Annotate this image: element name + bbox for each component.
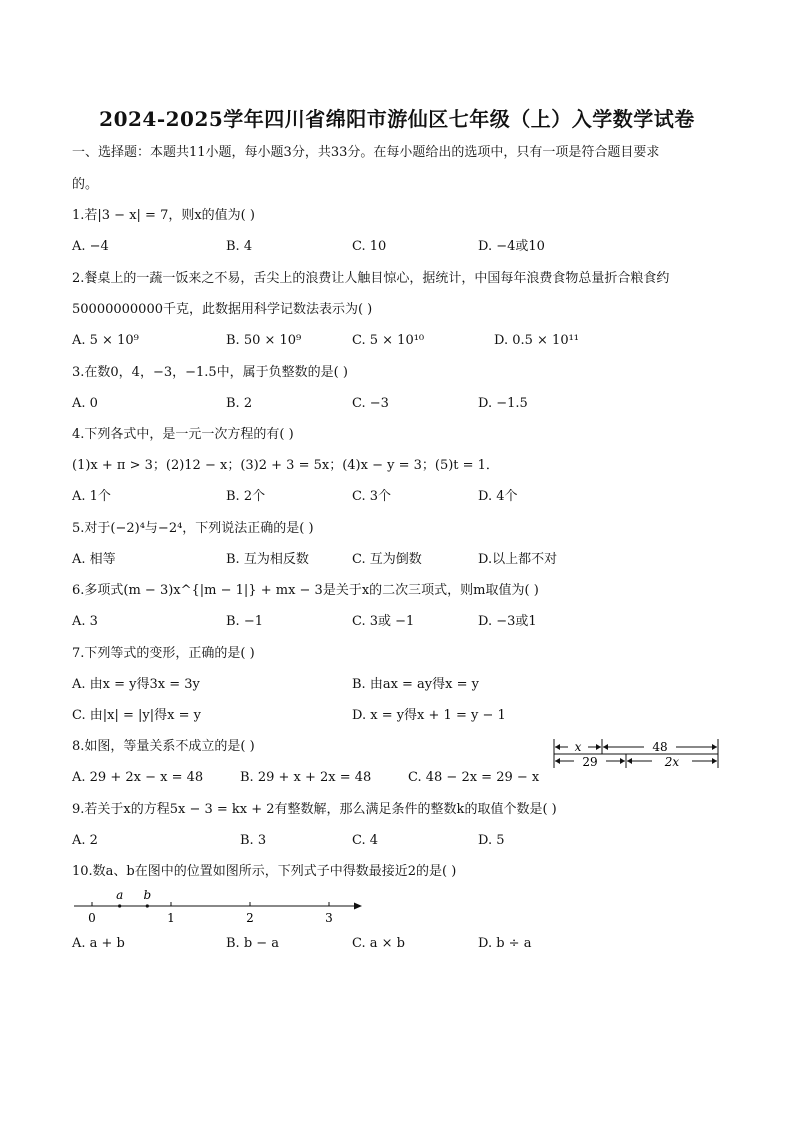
option-a[interactable]: A. 29 + 2x − x = 48 xyxy=(72,770,204,785)
option-b[interactable]: B. 3 xyxy=(240,833,267,848)
question-5-stem: 5.对于(−2)⁴与−2⁴，下列说法正确的是( ) xyxy=(72,521,314,536)
question-7-options-row1 xyxy=(72,676,732,694)
tick-label-2: 2 xyxy=(246,911,254,925)
option-c[interactable]: C. 互为倒数 xyxy=(352,552,422,567)
option-d[interactable]: D. −4或10 xyxy=(478,239,545,254)
option-d[interactable]: D. −1.5 xyxy=(478,396,528,411)
diagram-label-2x: 2x xyxy=(664,755,680,769)
option-a[interactable]: A. 5 × 10⁹ xyxy=(72,333,139,348)
question-4-stem: 4.下列各式中，是一元一次方程的有( ) xyxy=(72,427,294,442)
option-c[interactable]: C. 4 xyxy=(352,833,379,848)
point-b xyxy=(146,904,149,907)
question-2-stem-line1: 2.餐桌上的一蔬一饭来之不易，舌尖上的浪费让人触目惊心，据统计，中国每年浪费食物总量折合粮食约 xyxy=(72,271,670,286)
question-8-stem: 8.如图，等量关系不成立的是( ) xyxy=(72,739,255,754)
question-10-stem: 10.数a、b在图中的位置如图所示，下列式子中得数最接近2的是( ) xyxy=(72,864,457,879)
option-b[interactable]: B. 29 + x + 2x = 48 xyxy=(240,770,372,785)
option-d[interactable]: D. 5 xyxy=(478,833,505,848)
option-b[interactable]: B. 2个 xyxy=(226,489,266,504)
option-a[interactable]: A. a + b xyxy=(72,936,125,951)
question-6-stem: 6.多项式(m − 3)x^{|m − 1|} + mx − 3是关于x的二次三项式，则m取值为( ) xyxy=(72,583,539,598)
question-5-options xyxy=(72,551,732,569)
section-intro-line2: 的。 xyxy=(72,177,99,192)
question-3-options xyxy=(72,395,732,413)
option-b[interactable]: B. 由ax = ay得x = y xyxy=(352,677,479,692)
point-label-b: b xyxy=(143,888,152,902)
option-b[interactable]: B. −1 xyxy=(226,614,263,629)
option-c[interactable]: C. 48 − 2x = 29 − x xyxy=(408,770,540,785)
point-label-a: a xyxy=(116,888,124,902)
diagram-label-48: 48 xyxy=(652,740,668,754)
question-7-options-row2 xyxy=(72,707,732,725)
question-10-options xyxy=(72,935,732,953)
option-a[interactable]: A. 2 xyxy=(72,833,98,848)
page-title: 2024-2025学年四川省绵阳市游仙区七年级（上）入学数学试卷 xyxy=(99,107,695,131)
option-d[interactable]: D. 0.5 × 10¹¹ xyxy=(494,333,580,348)
question-2-stem-line2: 50000000000千克，此数据用科学记数法表示为( ) xyxy=(72,302,373,317)
option-c[interactable]: C. a × b xyxy=(352,936,405,951)
option-c[interactable]: C. −3 xyxy=(352,396,389,411)
option-d[interactable]: D. b ÷ a xyxy=(478,936,532,951)
point-a xyxy=(118,904,121,907)
question-2-options xyxy=(72,332,732,350)
option-b[interactable]: B. 互为相反数 xyxy=(226,552,309,567)
question-4-options xyxy=(72,488,732,506)
option-c[interactable]: C. 3个 xyxy=(352,489,392,504)
number-line xyxy=(72,885,366,927)
option-c[interactable]: C. 3或 −1 xyxy=(352,614,415,629)
option-d[interactable]: D.以上都不对 xyxy=(478,552,558,567)
option-c[interactable]: C. 10 xyxy=(352,239,387,254)
option-a[interactable]: A. 0 xyxy=(72,396,98,411)
tick-label-3: 3 xyxy=(325,911,333,925)
tick-label-0: 0 xyxy=(88,911,96,925)
question-7-stem: 7.下列等式的变形，正确的是( ) xyxy=(72,646,255,661)
option-b[interactable]: B. b − a xyxy=(226,936,280,951)
question-4-expressions: (1)x + π > 3；(2)12 − x；(3)2 + 3 = 5x；(4)x − y = 3；(5)t = 1． xyxy=(72,458,499,473)
question-1-options xyxy=(72,238,732,256)
option-a[interactable]: A. 1个 xyxy=(72,489,111,504)
section-intro-line1: 一、选择题：本题共11小题，每小题3分，共33分。在每小题给出的选项中，只有一项是符合题目要求 xyxy=(72,145,660,160)
option-a[interactable]: A. 由x = y得3x = 3y xyxy=(72,677,200,692)
option-a[interactable]: A. −4 xyxy=(72,239,109,254)
option-b[interactable]: B. 50 × 10⁹ xyxy=(226,333,302,348)
option-b[interactable]: B. 2 xyxy=(226,396,253,411)
question-9-options xyxy=(72,832,732,850)
diagram-label-x: x xyxy=(574,740,582,754)
option-b[interactable]: B. 4 xyxy=(226,239,253,254)
option-c[interactable]: C. 由|x| = |y|得x = y xyxy=(72,708,201,723)
option-a[interactable]: A. 相等 xyxy=(72,552,116,567)
question-3-stem: 3.在数0，4，−3，−1.5中，属于负整数的是( ) xyxy=(72,365,348,380)
option-a[interactable]: A. 3 xyxy=(72,614,98,629)
question-1-stem: 1.若|3 − x| = 7，则x的值为( ) xyxy=(72,208,255,223)
option-d[interactable]: D. 4个 xyxy=(478,489,518,504)
tick-label-1: 1 xyxy=(167,911,175,925)
option-c[interactable]: C. 5 × 10¹⁰ xyxy=(352,333,425,348)
diagram-label-29: 29 xyxy=(582,755,598,769)
option-d[interactable]: D. x = y得x + 1 = y − 1 xyxy=(352,708,506,723)
option-d[interactable]: D. −3或1 xyxy=(478,614,537,629)
segment-diagram xyxy=(548,738,724,772)
question-9-stem: 9.若关于x的方程5x − 3 = kx + 2有整数解，那么满足条件的整数k的取值个数是( ) xyxy=(72,802,557,817)
question-6-options xyxy=(72,613,732,631)
